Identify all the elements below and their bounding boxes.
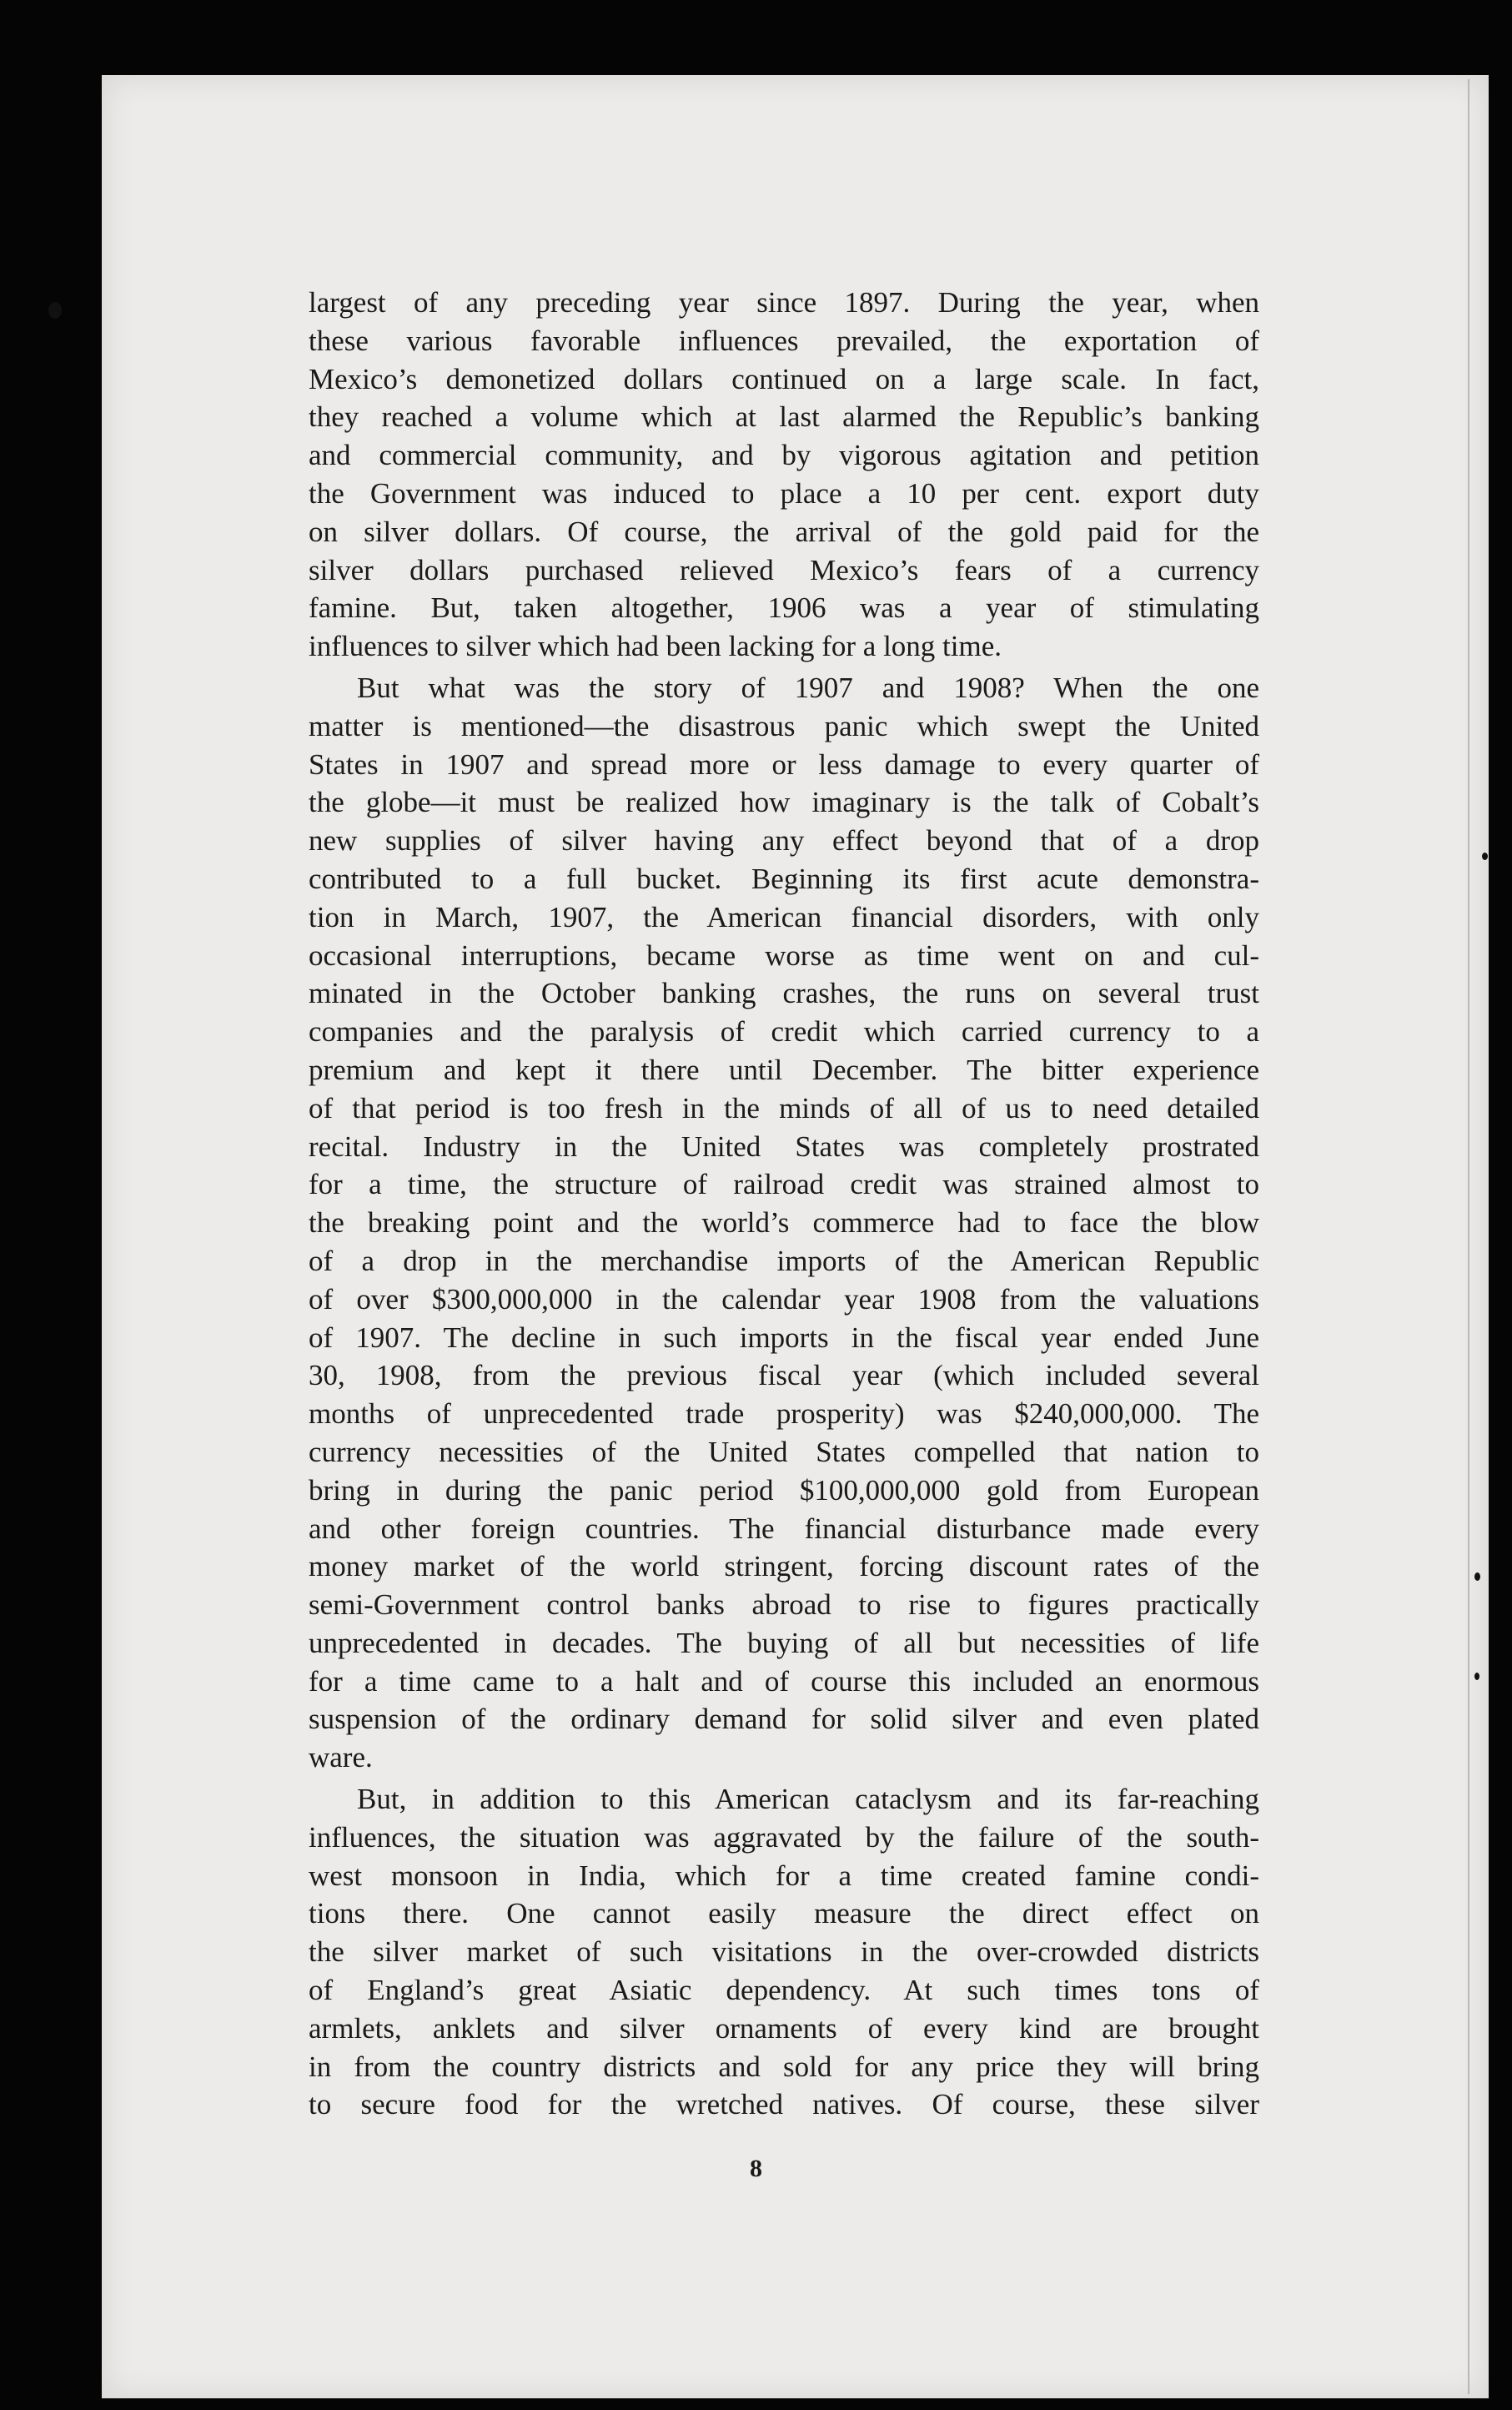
text-line: But what was the story of 1907 and 1908? When the one (357, 671, 1259, 704)
text-line: and commercial community, and by vigorous agitation and petition (309, 439, 1259, 472)
ink-speck (1474, 1673, 1479, 1680)
text-line: Mexico’s demonetized dollars continued on a large scale. In fact, (309, 362, 1259, 395)
text-line: companies and the paralysis of credit which carried currency to a (309, 1015, 1259, 1049)
ink-speck (48, 302, 62, 319)
paragraph (309, 284, 1259, 666)
text-line: tion in March, 1907, the American financial disorders, with only (309, 900, 1259, 933)
text-line: and other foreign countries. The financial disturbance made every (309, 1512, 1259, 1545)
text-line: suspension of the ordinary demand for solid silver and even plated (309, 1703, 1259, 1736)
text-line: influences to silver which had been lacking for a long time. (309, 630, 1002, 663)
text-line: bring in during the panic period $100,000,000 gold from European (309, 1473, 1259, 1507)
text-line: recital. Industry in the United States was completely prostrated (309, 1130, 1259, 1163)
text-line: matter is mentioned—the disastrous panic which swept the United (309, 709, 1259, 742)
text-line: of over $300,000,000 in the calendar year 1908 from the valuations (309, 1282, 1259, 1316)
text-line: these various favorable influences prevailed, the exportation of (309, 324, 1259, 357)
text-line: money market of the world stringent, forcing discount rates of the (309, 1550, 1259, 1583)
ink-speck (1474, 1572, 1480, 1581)
text-line: months of unprecedented trade prosperity) was $240,000,000. The (309, 1397, 1259, 1431)
text-line: ware. (309, 1741, 373, 1774)
text-line: for a time, the structure of railroad credit was strained almost to (309, 1168, 1259, 1201)
text-line: west monsoon in India, which for a time created famine condi- (309, 1859, 1259, 1892)
text-line: armlets, anklets and silver ornaments of every kind are brought (309, 2011, 1259, 2045)
text-line: unprecedented in decades. The buying of all but necessities of life (309, 1626, 1259, 1659)
text-line: on silver dollars. Of course, the arrival of the gold paid for the (309, 515, 1259, 548)
text-line: tions there. One cannot easily measure the direct effect on (309, 1897, 1259, 1930)
text-line: minated in the October banking crashes, the runs on several trust (309, 977, 1259, 1010)
paragraph (309, 669, 1259, 1777)
text-line: largest of any preceding year since 1897. During the year, when (309, 286, 1259, 319)
text-line: the breaking point and the world’s commerce had to face the blow (309, 1206, 1259, 1240)
text-line: of 1907. The decline in such imports in the fiscal year ended June (309, 1321, 1259, 1354)
text-line: influences, the situation was aggravated by the failure of the south- (309, 1820, 1259, 1854)
text-line: currency necessities of the United States compelled that nation to (309, 1435, 1259, 1468)
text-line: the silver market of such visitations in the over-crowded districts (309, 1935, 1259, 1969)
text-line: they reached a volume which at last alarmed the Republic’s banking (309, 400, 1259, 434)
ink-speck (1482, 853, 1488, 860)
text-line: occasional interruptions, became worse as time went on and cul- (309, 938, 1259, 972)
text-line: the Government was induced to place a 10 per cent. export duty (309, 476, 1259, 510)
text-line: But, in addition to this American cataclysm and its far-reaching (357, 1783, 1259, 1816)
text-line: for a time came to a halt and of course this included an enormous (309, 1664, 1259, 1698)
text-line: the globe—it must be realized how imaginary is the talk of Cobalt’s (309, 786, 1259, 819)
text-line: of England’s great Asiatic dependency. At such times tons of (309, 1974, 1259, 2007)
text-line: silver dollars purchased relieved Mexico’s fears of a currency (309, 553, 1259, 586)
body-text (309, 284, 1259, 2124)
text-line: in from the country districts and sold for any price they will bring (309, 2050, 1259, 2083)
text-line: famine. But, taken altogether, 1906 was a year of stimulating (309, 591, 1259, 625)
text-line: of a drop in the merchandise imports of the American Republic (309, 1244, 1259, 1277)
text-line: premium and kept it there until December. The bitter experience (309, 1053, 1259, 1086)
text-line: contributed to a full bucket. Beginning its first acute demonstra- (309, 862, 1259, 895)
text-line: 30, 1908, from the previous fiscal year (which included several (309, 1359, 1259, 1392)
text-line: semi-Government control banks abroad to rise to figures practically (309, 1588, 1259, 1622)
page-edge-line (1468, 79, 1478, 2394)
text-line: to secure food for the wretched natives. Of course, these silver (309, 2088, 1259, 2121)
text-line: new supplies of silver having any effect beyond that of a drop (309, 824, 1259, 858)
page-number: 8 (750, 2155, 762, 2182)
text-line: States in 1907 and spread more or less damage to every quarter of (309, 747, 1259, 781)
paragraph (309, 1780, 1259, 2124)
text-line: of that period is too fresh in the minds of all of us to need detailed (309, 1091, 1259, 1124)
